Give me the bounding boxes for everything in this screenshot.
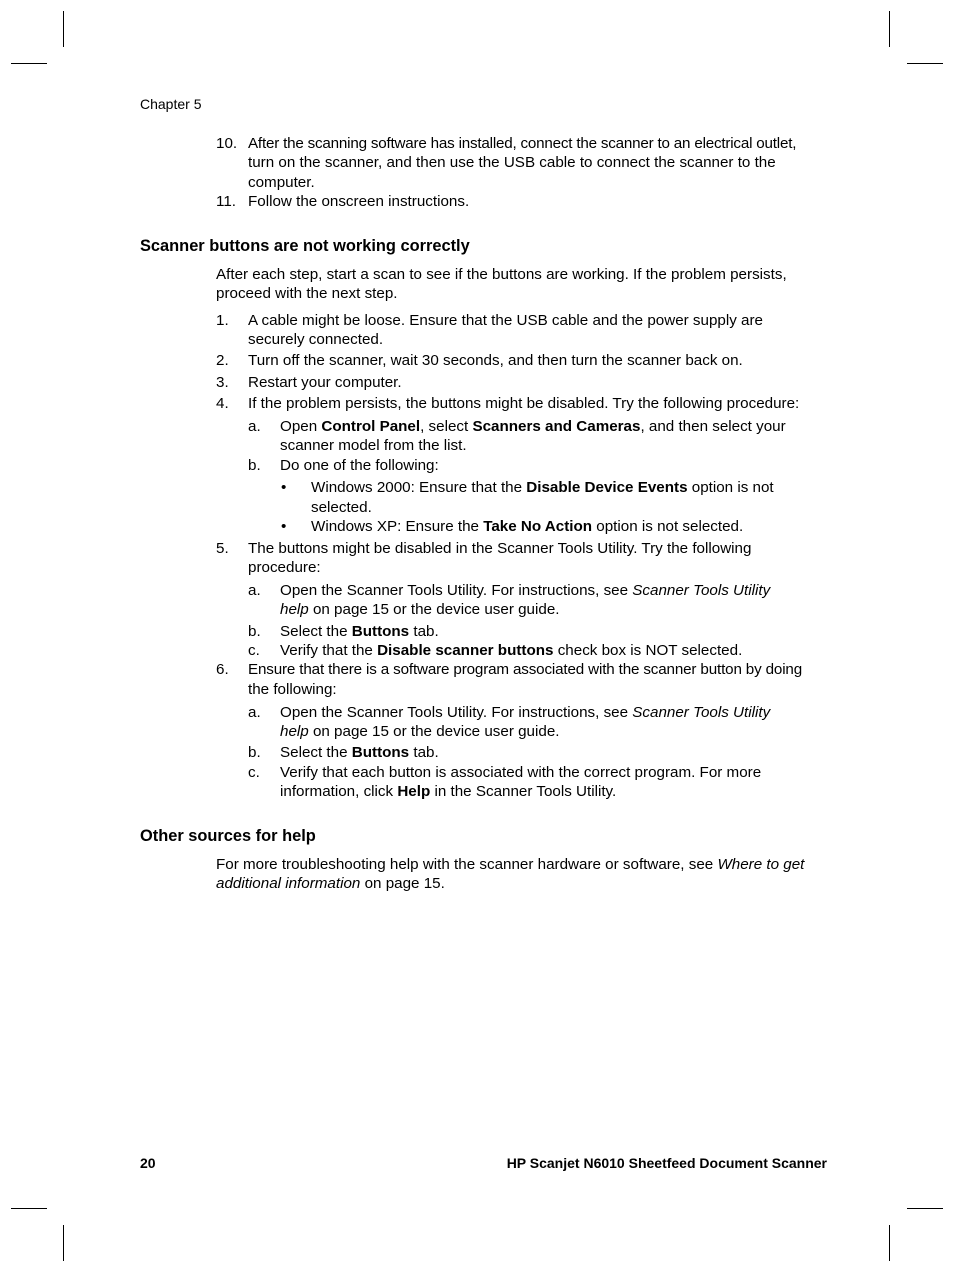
substep-letter: c. xyxy=(248,642,260,659)
substep-text: Verify that the Disable scanner buttons check box is NOT selected. xyxy=(280,642,743,659)
bullet-text: Windows 2000: Ensure that the Disable Device Events option is not xyxy=(311,479,774,496)
step-text: If the problem persists, the buttons might be disabled. Try the following procedure: xyxy=(248,395,800,412)
step-number: 1. xyxy=(216,312,229,329)
substep-letter: a. xyxy=(248,582,261,599)
substep-text: help on page 15 or the device user guide. xyxy=(280,723,560,740)
page-number: 20 xyxy=(140,1155,156,1171)
substep-text: Open Control Panel, select Scanners and Cameras, and then select your xyxy=(280,418,786,435)
step-number: 11. xyxy=(216,193,236,210)
substep-text: information, click Help in the Scanner Tools Utility. xyxy=(280,783,617,800)
substep-text: Open the Scanner Tools Utility. For instructions, see Scanner Tools Utility xyxy=(280,704,771,721)
section-heading: Scanner buttons are not working correctly xyxy=(140,237,470,255)
step-text: procedure: xyxy=(248,559,321,576)
paragraph-line: After each step, start a scan to see if the buttons are working. If the problem persists, xyxy=(216,266,787,283)
substep-letter: b. xyxy=(248,623,261,640)
step-number: 5. xyxy=(216,540,229,557)
substep-text: Open the Scanner Tools Utility. For instructions, see Scanner Tools Utility xyxy=(280,582,771,599)
running-head: Chapter 5 xyxy=(140,96,202,112)
paragraph-line: proceed with the next step. xyxy=(216,285,398,302)
step-text: A cable might be loose. Ensure that the USB cable and the power supply are xyxy=(248,312,764,329)
crop-mark xyxy=(907,63,943,64)
bullet-text: selected. xyxy=(311,499,372,516)
step-text: After the scanning software has installed, connect the scanner to an electrical outlet, xyxy=(248,135,797,152)
paragraph-line: For more troubleshooting help with the scanner hardware or software, see Where to get xyxy=(216,856,805,873)
bullet-mark: • xyxy=(281,479,287,496)
substep-letter: b. xyxy=(248,744,261,761)
substep-text: Select the Buttons tab. xyxy=(280,623,439,640)
substep-text: Select the Buttons tab. xyxy=(280,744,439,761)
step-number: 6. xyxy=(216,661,229,678)
step-text: securely connected. xyxy=(248,331,384,348)
step-text: computer. xyxy=(248,174,315,191)
footer-product-name: HP Scanjet N6010 Sheetfeed Document Scanner xyxy=(506,1155,827,1171)
step-number: 3. xyxy=(216,374,229,391)
bullet-mark: • xyxy=(281,518,287,535)
crop-mark xyxy=(889,1225,890,1261)
crop-mark xyxy=(11,63,47,64)
step-text: turn on the scanner, and then use the USB cable to connect the scanner to the xyxy=(248,154,776,171)
substep-text: help on page 15 or the device user guide. xyxy=(280,601,560,618)
substep-text: scanner model from the list. xyxy=(280,437,467,454)
section-heading: Other sources for help xyxy=(140,827,316,845)
crop-mark xyxy=(907,1208,943,1209)
step-text: Follow the onscreen instructions. xyxy=(248,193,470,210)
crop-mark xyxy=(11,1208,47,1209)
crop-mark xyxy=(889,11,890,47)
substep-text: Do one of the following: xyxy=(280,457,439,474)
substep-letter: a. xyxy=(248,418,261,435)
step-text: the following: xyxy=(248,681,337,698)
paragraph-line: additional information on page 15. xyxy=(216,875,445,892)
crop-mark xyxy=(63,11,64,47)
step-text: Restart your computer. xyxy=(248,374,402,391)
crop-mark xyxy=(63,1225,64,1261)
bullet-text: Windows XP: Ensure the Take No Action option is not selected. xyxy=(311,518,744,535)
substep-letter: a. xyxy=(248,704,261,721)
step-number: 10. xyxy=(216,135,238,152)
substep-letter: b. xyxy=(248,457,261,474)
step-text: Turn off the scanner, wait 30 seconds, and then turn the scanner back on. xyxy=(248,352,743,369)
step-text: The buttons might be disabled in the Scanner Tools Utility. Try the following xyxy=(248,540,752,557)
substep-letter: c. xyxy=(248,764,260,781)
step-number: 2. xyxy=(216,352,229,369)
substep-text: Verify that each button is associated with the correct program. For more xyxy=(280,764,762,781)
step-number: 4. xyxy=(216,395,229,412)
step-text: Ensure that there is a software program associated with the scanner button by doing xyxy=(248,661,803,678)
